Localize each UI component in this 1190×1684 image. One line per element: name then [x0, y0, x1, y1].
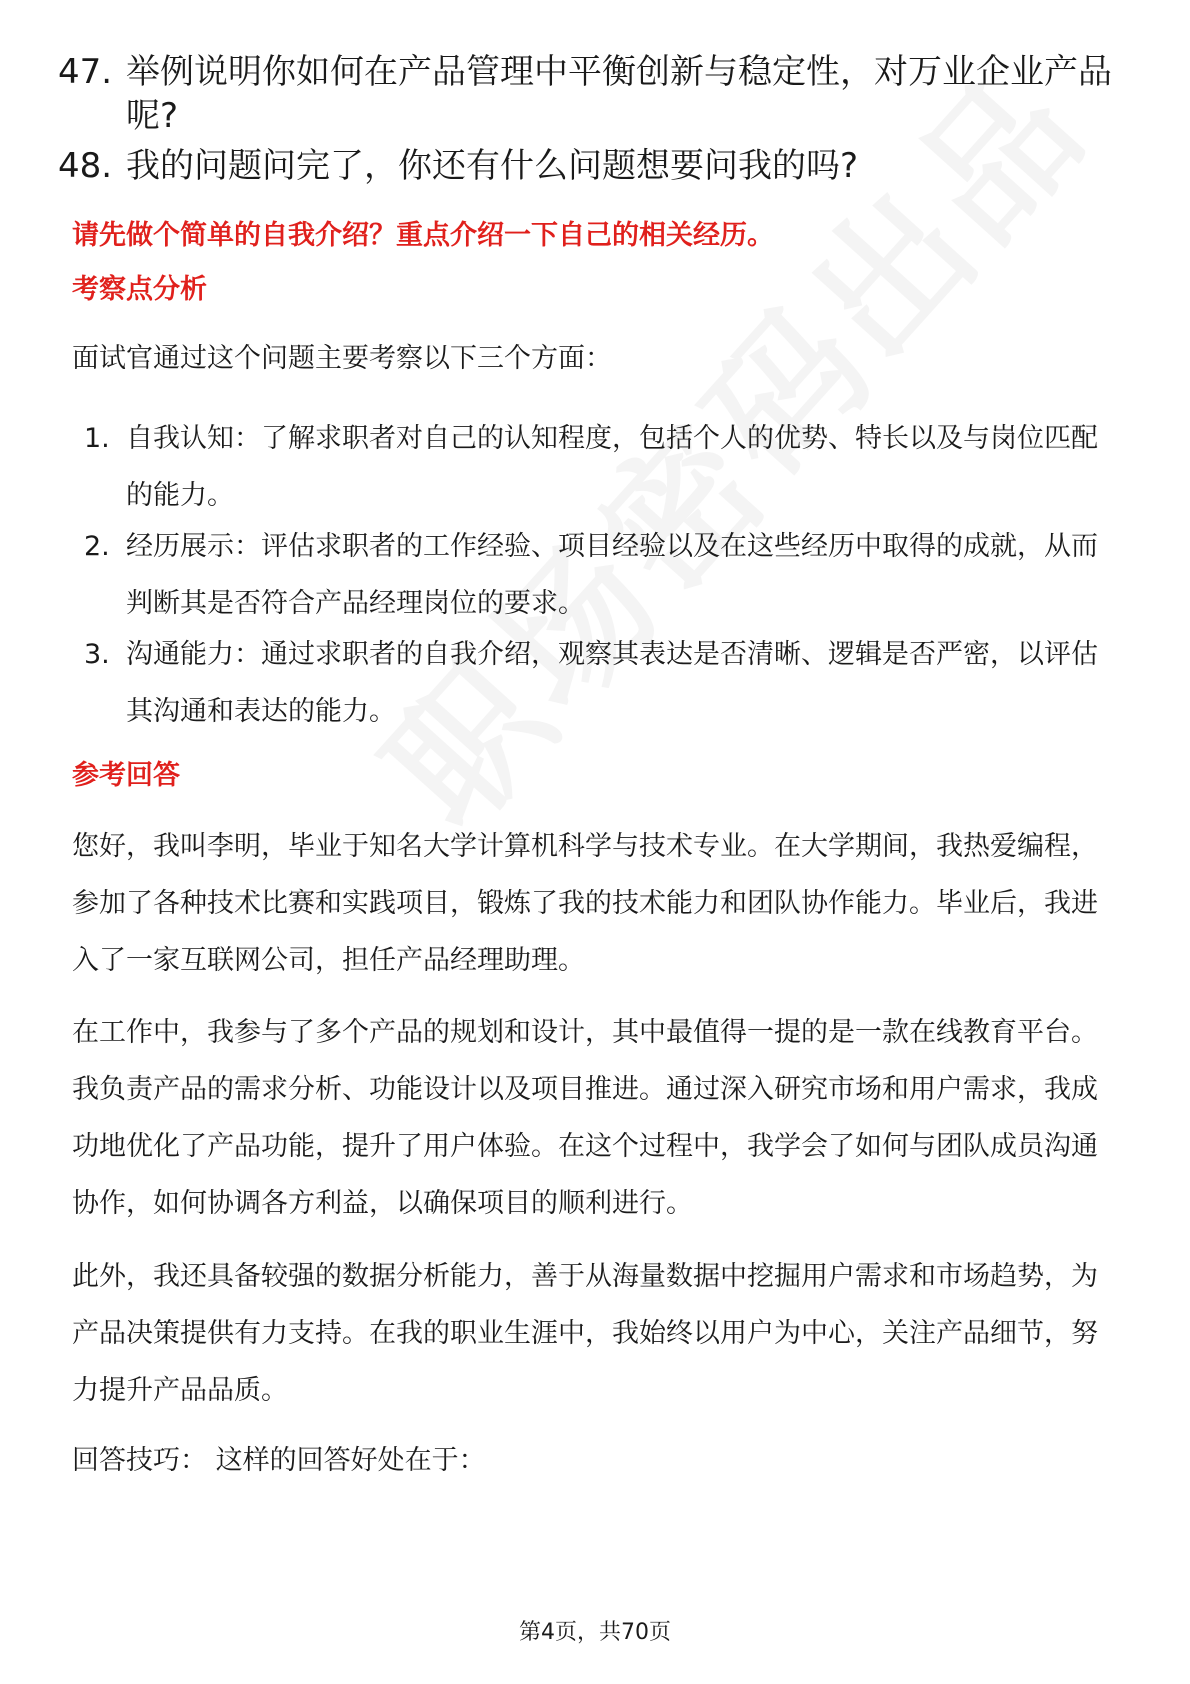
list-number: 3. [84, 639, 110, 670]
answer-paragraph: 此外，我还具备较强的数据分析能力，善于从海量数据中挖掘用户需求和市场趋势，为产品决策提供有力支持。在我的职业生涯中，我始终以用户为中心，关注产品细节，努力提升产品品质。 [72, 1261, 1098, 1406]
question-item-48 [58, 144, 1118, 188]
question-text: 举例说明你如何在产品管理中平衡创新与稳定性，对万业企业产品呢? [126, 52, 1112, 136]
analysis-list-item [84, 410, 1124, 524]
list-text: 沟通能力：通过求职者的自我介绍，观察其表达是否清晰、逻辑是否严密，以评估其沟通和表达的能力。 [126, 639, 1098, 727]
list-number: 2. [84, 531, 110, 562]
analysis-list-item [84, 518, 1124, 632]
list-number: 1. [84, 423, 110, 454]
answer-heading: 参考回答 [72, 760, 180, 791]
question-title: 请先做个简单的自我介绍？重点介绍一下自己的相关经历。 [72, 220, 774, 251]
question-text: 我的问题问完了，你还有什么问题想要问我的吗? [126, 146, 859, 186]
page-footer: 第4页，共70页 [519, 1620, 671, 1645]
list-text: 自我认知：了解求职者对自己的认知程度，包括个人的优势、特长以及与岗位匹配的能力。 [126, 423, 1098, 511]
analysis-intro: 面试官通过这个问题主要考察以下三个方面： [72, 343, 612, 374]
list-text: 经历展示：评估求职者的工作经验、项目经验以及在这些经历中取得的成就，从而判断其是否符合产品经理岗位的要求。 [126, 531, 1098, 619]
question-item-47 [58, 50, 1118, 138]
question-number: 48. [58, 146, 113, 186]
analysis-list-item [84, 626, 1124, 740]
answer-paragraph: 您好，我叫李明，毕业于知名大学计算机科学与技术专业。在大学期间，我热爱编程，参加了各种技术比赛和实践项目，锻炼了我的技术能力和团队协作能力。毕业后，我进入了一家互联网公司，担任产品经理助理。 [72, 831, 1098, 976]
answer-tips: 回答技巧： 这样的回答好处在于： [72, 1445, 486, 1476]
analysis-heading: 考察点分析 [72, 274, 207, 305]
answer-paragraph: 在工作中，我参与了多个产品的规划和设计，其中最值得一提的是一款在线教育平台。我负责产品的需求分析、功能设计以及项目推进。通过深入研究市场和用户需求，我成功地优化了产品功能，提升了用户体验。在这个过程中，我学会了如何与团队成员沟通协作，如何协调各方利益，以确保项目的顺利进行。 [72, 1017, 1098, 1219]
question-number: 47. [58, 52, 113, 92]
